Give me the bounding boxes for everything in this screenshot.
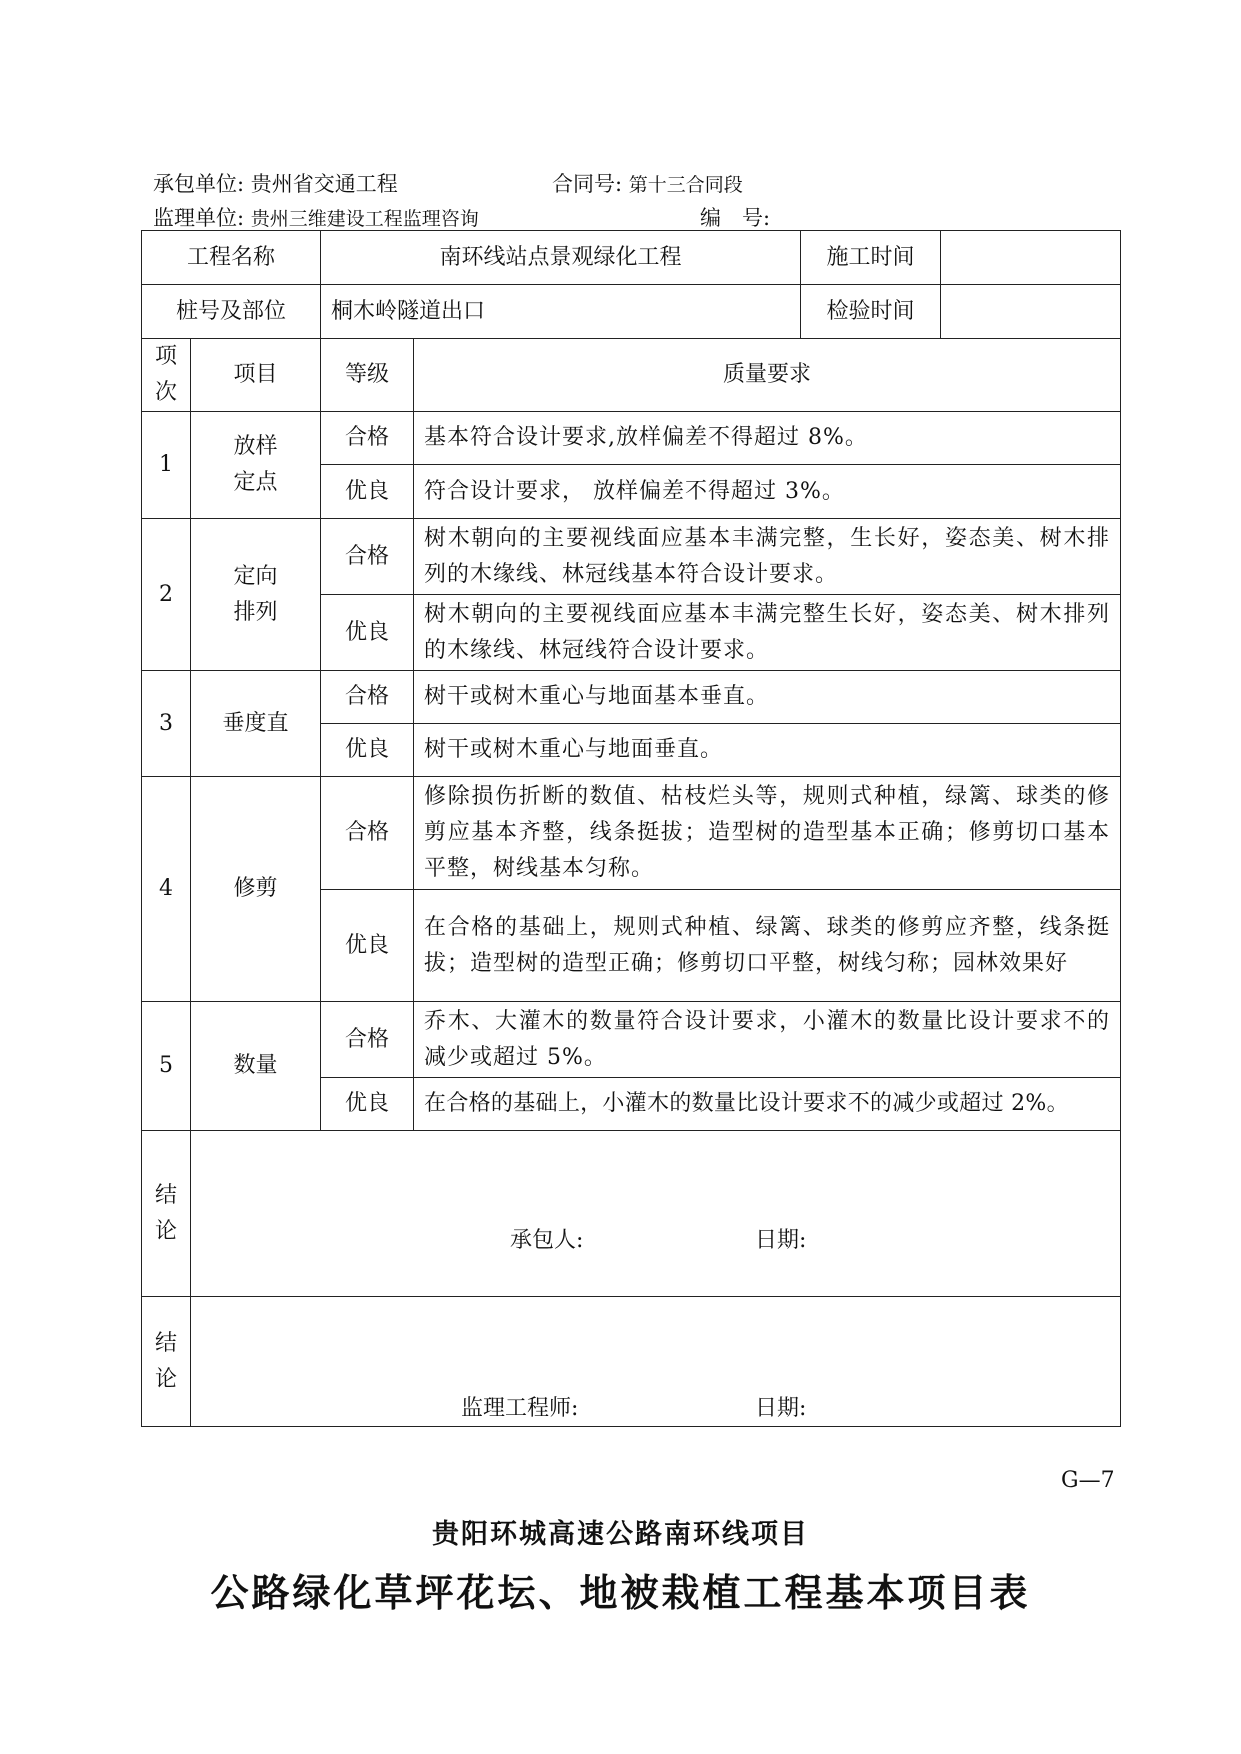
- table-row: [142, 1002, 1121, 1078]
- requirement-column-header: 质量要求: [414, 339, 1121, 412]
- row-item: 垂度直: [191, 671, 321, 777]
- conclusion-supervisor-area: [191, 1297, 1121, 1427]
- conclusion-label-bottom: 论: [154, 1366, 177, 1392]
- supervisor-label: 监理单位:: [153, 206, 245, 230]
- row-item-line2: 定点: [233, 470, 278, 495]
- table-row: [142, 777, 1121, 890]
- grade-pass: 合格: [321, 412, 414, 465]
- index-column-header: [142, 339, 191, 412]
- contract-no-label: 合同号:: [552, 172, 623, 196]
- station-value: 桐木岭隧道出口: [321, 285, 801, 339]
- grade-good: 优良: [321, 724, 414, 777]
- requirement-pass: 基本符合设计要求,放样偏差不得超过 8%。: [414, 412, 1121, 465]
- item-column-header: 项目: [191, 339, 321, 412]
- conclusion-label-top: 结: [154, 1330, 177, 1356]
- inspection-form-table: [141, 230, 1121, 1427]
- table-row: [142, 519, 1121, 595]
- construction-time-label: 施工时间: [801, 231, 941, 285]
- project-title: 贵阳环城高速公路南环线项目: [432, 1519, 809, 1550]
- requirement-good: 树干或树木重心与地面垂直。: [414, 724, 1121, 777]
- requirement-pass: 修除损伤折断的数值、枯枝烂头等，规则式种植，绿篱、球类的修剪应基本齐整，线条挺拔；造型树的造型基本正确；修剪切口基本平整，树线基本匀称。: [414, 777, 1121, 890]
- inspection-time-value: [941, 285, 1121, 339]
- station-label: 桩号及部位: [142, 285, 321, 339]
- supervisor-line: [153, 202, 479, 232]
- supervisor-date-label: 日期:: [755, 1396, 807, 1421]
- conclusion-contractor-area: [191, 1131, 1121, 1297]
- contract-no-value: 第十三合同段: [628, 174, 743, 196]
- conclusion-label-top: 结: [154, 1182, 177, 1208]
- contractor-label: 承包单位:: [153, 172, 245, 196]
- construction-time-value: [941, 231, 1121, 285]
- conclusion-contractor-label: [142, 1131, 191, 1297]
- index-header-bottom: 次: [154, 380, 177, 405]
- requirement-good: 在合格的基础上，小灌木的数量比设计要求不的减少或超过 2%。: [414, 1078, 1121, 1131]
- requirement-good: 符合设计要求， 放样偏差不得超过 3%。: [414, 465, 1121, 519]
- row-item-line1: 定向: [233, 563, 278, 589]
- grade-pass: 合格: [321, 519, 414, 595]
- project-name-value: 南环线站点景观绿化工程: [321, 231, 801, 285]
- contractor-value: 贵州省交通工程: [250, 172, 398, 196]
- project-name-label: 工程名称: [142, 231, 321, 285]
- contractor-date-label: 日期:: [755, 1228, 807, 1253]
- inspection-time-label: 检验时间: [801, 285, 941, 339]
- row-item-line1: 放样: [233, 434, 278, 459]
- row-number: 5: [142, 1002, 191, 1131]
- table-row: [142, 671, 1121, 724]
- requirement-good: 树木朝向的主要视线面应基本丰满完整生长好，姿态美、树木排列的木缘线、林冠线符合设计要求。: [414, 595, 1121, 671]
- number-line: [700, 202, 770, 232]
- table-title: 公路绿化草坪花坛、地被栽植工程基本项目表: [210, 1571, 1031, 1615]
- conclusion-label-bottom: 论: [154, 1218, 177, 1244]
- requirement-pass: 树干或树木重心与地面基本垂直。: [414, 671, 1121, 724]
- conclusion-supervisor-label: [142, 1297, 191, 1427]
- form-number: G—7: [1061, 1468, 1115, 1493]
- requirement-pass: 树木朝向的主要视线面应基本丰满完整，生长好，姿态美、树木排列的木缘线、林冠线基本符合设计要求。: [414, 519, 1121, 595]
- grade-good: 优良: [321, 890, 414, 1002]
- row-item: [191, 519, 321, 671]
- index-header-top: 项: [154, 344, 177, 369]
- contractor-line: [153, 168, 398, 198]
- contractor-signer-label: 承包人:: [510, 1228, 584, 1253]
- row-item: [191, 412, 321, 519]
- grade-good: 优良: [321, 1078, 414, 1131]
- row-number: 4: [142, 777, 191, 1002]
- grade-good: 优良: [321, 595, 414, 671]
- row-item: 修剪: [191, 777, 321, 1002]
- row-number: 2: [142, 519, 191, 671]
- grade-pass: 合格: [321, 777, 414, 890]
- row-number: 3: [142, 671, 191, 777]
- number-label: 编 号:: [700, 206, 771, 230]
- table-row: [142, 412, 1121, 465]
- grade-good: 优良: [321, 465, 414, 519]
- grade-pass: 合格: [321, 1002, 414, 1078]
- supervisor-signer-label: 监理工程师:: [461, 1396, 579, 1421]
- row-item-line2: 排列: [233, 599, 278, 625]
- supervisor-value: 贵州三维建设工程监理咨询: [250, 208, 479, 230]
- requirement-pass: 乔木、大灌木的数量符合设计要求，小灌木的数量比设计要求不的减少或超过 5%。: [414, 1002, 1121, 1078]
- contract-no-line: [552, 168, 743, 198]
- row-number: 1: [142, 412, 191, 519]
- grade-column-header: 等级: [321, 339, 414, 412]
- requirement-good: 在合格的基础上，规则式种植、绿篱、球类的修剪应齐整，线条挺拔；造型树的造型正确；修剪切口平整，树线匀称；园林效果好: [414, 890, 1121, 1002]
- grade-pass: 合格: [321, 671, 414, 724]
- row-item: 数量: [191, 1002, 321, 1131]
